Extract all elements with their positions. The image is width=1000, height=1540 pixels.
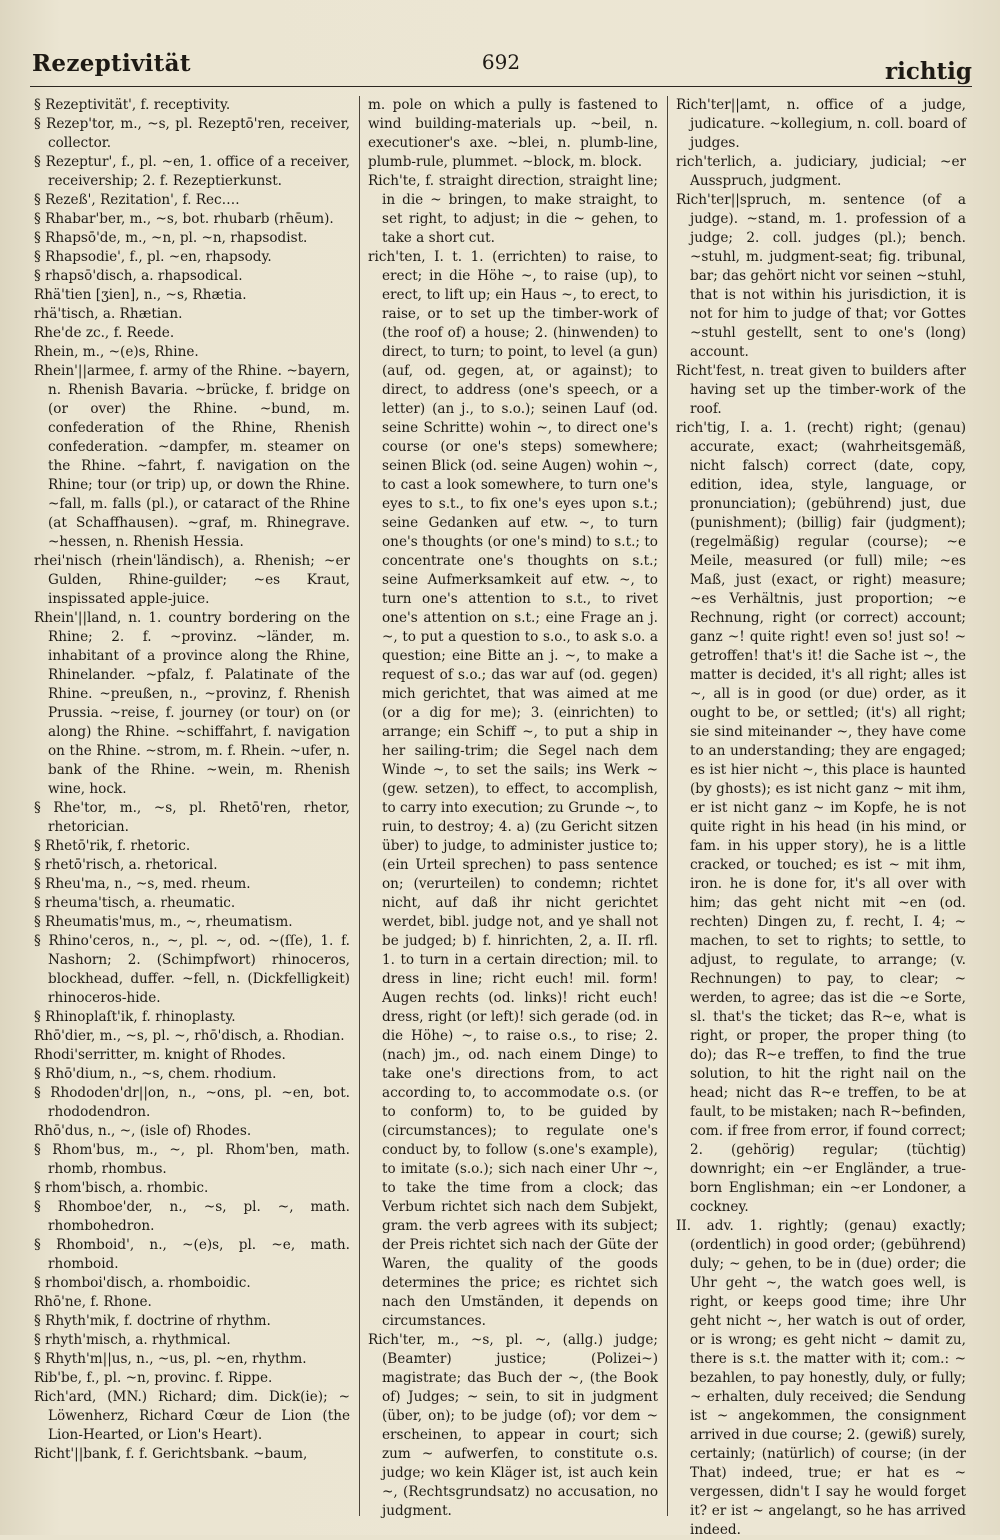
- dictionary-entry: Rhō'ne, f. Rhone.: [34, 1294, 152, 1310]
- dictionary-entry: Richt'||bank, f. f. Gerichtsbank. ~baum,: [34, 1446, 308, 1462]
- dictionary-entry: § Rhododen'dr||on, n., ~ons, pl. ~en, bot. rhododendron.: [34, 1085, 350, 1120]
- dictionary-entry: Rhō'dus, n., ~, (isle of) Rhodes.: [34, 1123, 252, 1139]
- dictionary-entry: § Rezep'tor, m., ~s, pl. Rezeptō'ren, receiver, collector.: [34, 116, 350, 151]
- dictionary-entry: § Rhinoplaſt'ik, f. rhinoplasty.: [34, 1009, 236, 1025]
- dictionary-entry: § Rhom'bus, m., ~, pl. Rhom'ben, math. rhomb, rhombus.: [34, 1142, 350, 1177]
- header-guide-word-right: richtig: [884, 58, 972, 85]
- dictionary-entry: Rhein'||armee, f. army of the Rhine. ~bayern, n. Rhenish Bavaria. ~brücke, f. bridge on (or over) the Rhine. ~bund, m. confederation of the Rhine, Rhenish confederation. ~dampfer, m. steamer on the Rhine. ~fahrt, f. navigation on the Rhine; tour (or trip) up, or down the Rhine. ~fall, m. falls (pl.), or cataract of the Rhine (at Schaffhausen). ~graf, m. Rhinegrave. ~hessen, n. Rhenish Hessia.: [34, 363, 350, 550]
- column-1: [34, 96, 350, 1516]
- dictionary-entry: § rhom'bisch, a. rhombic.: [34, 1180, 209, 1196]
- dictionary-entry: II. adv. 1. rightly; (genau) exactly; (ordentlich) in good order; (gebührend) duly; ~ gehen, to be in (due) order; die Uhr geht ~, the watch goes well, is right, or keeps good time; ihre Uhr geht nicht ~, her watch is out of order, or is wrong; es geht nicht ~ damit zu, there is s.t. the matter with it; com.: ~ bezahlen, to pay honestly, duly, or fully; ~ erhalten, duly received; die Sendung ist ~ angekommen, the consignment arrived in due course; 2. (gewiß) surely, certainly; (natürlich) of course; (in der That) indeed, true; er hat es ~ vergessen, didn't I say he would forget it? er ist ~ angelangt, so he has arrived indeed.: [676, 1218, 966, 1538]
- dictionary-entry: Richt'fest, n. treat given to builders after having set up the timber-work of the roof.: [676, 363, 966, 417]
- dictionary-entry: § Rhyth'm||us, n., ~us, pl. ~en, rhythm.: [34, 1351, 307, 1367]
- dictionary-entry: Rhein, m., ~(e)s, Rhine.: [34, 344, 199, 360]
- page-number: 692: [481, 50, 521, 74]
- dictionary-entry: Rib'be, f., pl. ~n, provinc. f. Rippe.: [34, 1370, 273, 1386]
- dictionary-entry: § Rezeptur', f., pl. ~en, 1. office of a receiver, receivership; 2. f. Rezeptierkunst.: [34, 154, 350, 189]
- dictionary-entry: § Rhapsodie', f., pl. ~en, rhapsody.: [34, 249, 272, 265]
- dictionary-entry: § Rhino'ceros, n., ~, pl. ~, od. ~(ſſe), 1. f. Nashorn; 2. (Schimpfwort) rhinoceros, blockhead, duffer. ~fell, n. (Dickfelligkeit) rhinoceros-hide.: [34, 933, 350, 1006]
- dictionary-entry: rich'tig, I. a. 1. (recht) right; (genau) accurate, exact; (wahrheitsgemäß, nicht falsch) correct (date, copy, edition, idea, style, language, or pronunciation); (gebührend) just, due (punishment); (billig) fair (judgment); (regelmäßig) regular (course); ~e Meile, measured (or full) mile; ~es Maß, just (exact, or right) measure; ~es Verhältnis, just proportion; ~e Rechnung, right (or correct) account; ganz ~! quite right! even so! just so! ~ getroffen! that's it! die Sache ist ~, the matter is decided, it's all right; alles ist ~, all is in good (or due) order, as it ought to be, or settled; (it's) all right; sie sind miteinander ~, they have come to an understanding; they are engaged; es ist hier nicht ~, this place is haunted (by ghosts); es ist nicht ganz ~ mit ihm, er ist nicht ganz ~ im Kopfe, he is not quite right in his head (in his mind, or fam. in his upper story), he is a little cracked, or touched; es ist ~ mit ihm, iron. he is done for, it's all over with him; das geht nicht mit ~en (od. rechten) Dingen zu, f. recht, I. 4; ~ machen, to set to rights; to settle, to adjust, to regulate, to arrange; (v. Rechnungen) to pay, to clear; ~ werden, to agree; das ist die ~e Sorte, sl. that's the ticket; das R~e, what is right, or proper, the proper thing (to do); das R~e treffen, to find the true solution, to hit the right nail on the head; nicht das R~e treffen, to be at fault, to be mistaken; nach R~befinden, com. if free from error, if found correct; 2. (gehörig) regular; (tüchtig) downright; ein ~er Engländer, a true-born Englishman; ein ~er Londoner, a cockney.: [676, 420, 966, 1215]
- dictionary-entry: § Rhō'dium, n., ~s, chem. rhodium.: [34, 1066, 277, 1082]
- dictionary-entry: rich'ten, I. t. 1. (errichten) to raise, to erect; in die Höhe ~, to raise (up), to erect, to lift up; ein Haus ~, to erect, to raise, or to set up the timber-work of (the roof of) a house; 2. (hinwenden) to direct, to turn; to point, to level (a gun) (auf, od. gegen, at, or against); to direct, to address (one's speech, or a letter) (an j., to s.o.); seinen Lauf (od. seine Schritte) wohin ~, to direct one's course (or one's steps) somewhere; seinen Blick (od. seine Augen) wohin ~, to cast a look somewhere, to turn one's eyes to s.t., to fix one's eyes upon s.t.; seine Gedanken auf etw. ~, to turn one's thoughts (or one's mind) to s.t.; to concentrate one's thoughts on s.t.; seine Aufmerksamkeit auf etw. ~, to turn one's attention to s.t., to rivet one's attention on s.t.; eine Frage an j. ~, to put a question to s.o., to ask s.o. a question; eine Bitte an j. ~, to make a request of s.o.; das war auf (od. gegen) mich gerichtet, that was aimed at me (or a dig for me); 3. (einrichten) to arrange; ein Schiff ~, to put a ship in her sailing-trim; die Segel nach dem Winde ~, to set the sails; ins Werk ~ (gew. setzen), to effect, to accomplish, to carry into execution; zu Grunde ~, to ruin, to destroy; 4. a) (zu Gericht sitzen über) to judge, to administer justice to; (ein Urteil sprechen) to pass sentence on; (verurteilen) to condemn; richtet nicht, auf daß ihr nicht gerichtet werdet, bibl. judge not, and ye shall not be judged; b) f. hinrichten, 2, a. II. rfl. 1. to turn in a certain direction; mil. to dress in line; richt euch! mil. form! Augen rechts (od. links)! richt euch! dress, right (or left)! sich gerade (od. in die Höhe) ~, to raise o.s., to rise; 2. (nach) jm., od. nach einem Dinge) to take one's directions from, to act according to, to accommodate o.s. (or to conform) to, to be guided by (circumstances); to regulate one's conduct by, to follow (s.one's example), to imitate (s.o.); sich nach einer Uhr ~, to take the time from a clock; das Verbum richtet sich nach dem Subjekt, gram. the verb agrees with its subject; der Preis richtet sich nach der Güte der Waren, the quality of the goods determines the price; es richtet sich nach den Umständen, it depends on circumstances.: [368, 249, 658, 1329]
- dictionary-entry: § rheuma'tisch, a. rheumatic.: [34, 895, 236, 911]
- dictionary-entry: § Rhomboe'der, n., ~s, pl. ~, math. rhombohedron.: [34, 1199, 350, 1234]
- dictionary-entry: § Rheu'ma, n., ~s, med. rheum.: [34, 876, 251, 892]
- dictionary-entry: § Rezeß', Rezitation', f. Rec….: [34, 192, 240, 208]
- dictionary-entry: Rich'ter||amt, n. office of a judge, judicature. ~kollegium, n. coll. board of judges.: [676, 97, 966, 151]
- dictionary-entry: § rhetō'risch, a. rhetorical.: [34, 857, 218, 873]
- dictionary-entry: Rich'ter, m., ~s, pl. ~, (allg.) judge; (Beamter) justice; (Polizei~) magistrate; das Buch der ~, (the Book of) Judges; ~ sein, to sit in judgment (über, on); to be judge (of); vor dem ~ erscheinen, to appear in court; sich zum ~ aufwerfen, to constitute o.s. judge; wo kein Kläger ist, ist auch kein ~, (Rechtsgrundsatz) no accusation, no judgment.: [368, 1332, 658, 1519]
- dictionary-entry: m. pole on which a pully is fastened to wind building-materials up. ~beil, n. executioner's axe. ~blei, n. plumb-line, plumb-rule, plummet. ~block, m. block.: [368, 97, 658, 170]
- dictionary-entry: Rich'ard, (MN.) Richard; dim. Dick(ie); ~ Löwenherz, Richard Cœur de Lion (the Lion-Hearted, or Lion's Heart).: [34, 1389, 350, 1443]
- dictionary-entry: rhei'nisch (rhein'ländisch), a. Rhenish; ~er Gulden, Rhine-guilder; ~es Kraut, inspissated apple-juice.: [34, 553, 350, 607]
- column-2: [368, 96, 658, 1519]
- column-divider: [359, 96, 360, 1516]
- dictionary-entry: § Rezeptivität', f. receptivity.: [34, 97, 231, 113]
- dictionary-entry: § rhapsō'disch, a. rhapsodical.: [34, 268, 243, 284]
- dictionary-entry: Rich'ter||spruch, m. sentence (of a judge). ~stand, m. 1. profession of a judge; 2. coll. judges (pl.); bench. ~stuhl, m. judgment-seat; fig. tribunal, bar; das gehört nicht vor seinen ~stuhl, that is not within his jurisdiction, it is not for him to judge of that; vor Gottes ~stuhl gestellt, sent to one's (long) account.: [676, 192, 966, 360]
- dictionary-entry: § Rhabar'ber, m., ~s, bot. rhubarb (rhēum).: [34, 211, 334, 227]
- header-rule: [30, 86, 972, 87]
- dictionary-entry: § Rhyth'mik, f. doctrine of rhythm.: [34, 1313, 271, 1329]
- dictionary-entry: § rhomboi'disch, a. rhomboidic.: [34, 1275, 251, 1291]
- dictionary-entry: § Rhe'tor, m., ~s, pl. Rhetō'ren, rhetor, rhetorician.: [34, 800, 350, 835]
- column-3: [676, 96, 966, 1538]
- dictionary-entry: Rhä'tien [ʒien], n., ~s, Rhætia.: [34, 287, 247, 303]
- dictionary-entry: § rhyth'misch, a. rhythmical.: [34, 1332, 231, 1348]
- dictionary-entry: § Rhetō'rik, f. rhetoric.: [34, 838, 191, 854]
- dictionary-entry: § Rhapsō'de, m., ~n, pl. ~n, rhapsodist.: [34, 230, 308, 246]
- dictionary-entry: Rich'te, f. straight direction, straight line; in die ~ bringen, to make straight, to set right, to adjust; in die ~ gehen, to take a short cut.: [368, 173, 658, 246]
- page-header: [30, 44, 972, 84]
- dictionary-entry: § Rheumatis'mus, m., ~, rheumatism.: [34, 914, 293, 930]
- header-guide-word-left: Rezeptivität: [32, 50, 191, 77]
- dictionary-entry: Rhō'dier, m., ~s, pl. ~, rhō'disch, a. Rhodian.: [34, 1028, 345, 1044]
- dictionary-entry: Rhein'||land, n. 1. country bordering on the Rhine; 2. f. ~provinz. ~länder, m. inhabitant of a province along the Rhine, Rhinelander. ~pfalz, f. Palatinate of the Rhine. ~preußen, n., ~provinz, f. Rhenish Prussia. ~reise, f. journey (or tour) on (or along) the Rhine. ~schiffahrt, f. navigation on the Rhine. ~strom, m. f. Rhein. ~ufer, n. bank of the Rhine. ~wein, m. Rhenish wine, hock.: [34, 610, 350, 797]
- dictionary-entry: Rhodi'serritter, m. knight of Rhodes.: [34, 1047, 286, 1063]
- dictionary-entry: rich'terlich, a. judiciary, judicial; ~er Ausspruch, judgment.: [676, 154, 966, 189]
- dictionary-entry: rhä'tisch, a. Rhætian.: [34, 306, 183, 322]
- column-divider: [667, 96, 668, 1516]
- dictionary-entry: Rhe'de zc., f. Reede.: [34, 325, 175, 341]
- dictionary-entry: § Rhomboid', n., ~(e)s, pl. ~e, math. rhomboid.: [34, 1237, 350, 1272]
